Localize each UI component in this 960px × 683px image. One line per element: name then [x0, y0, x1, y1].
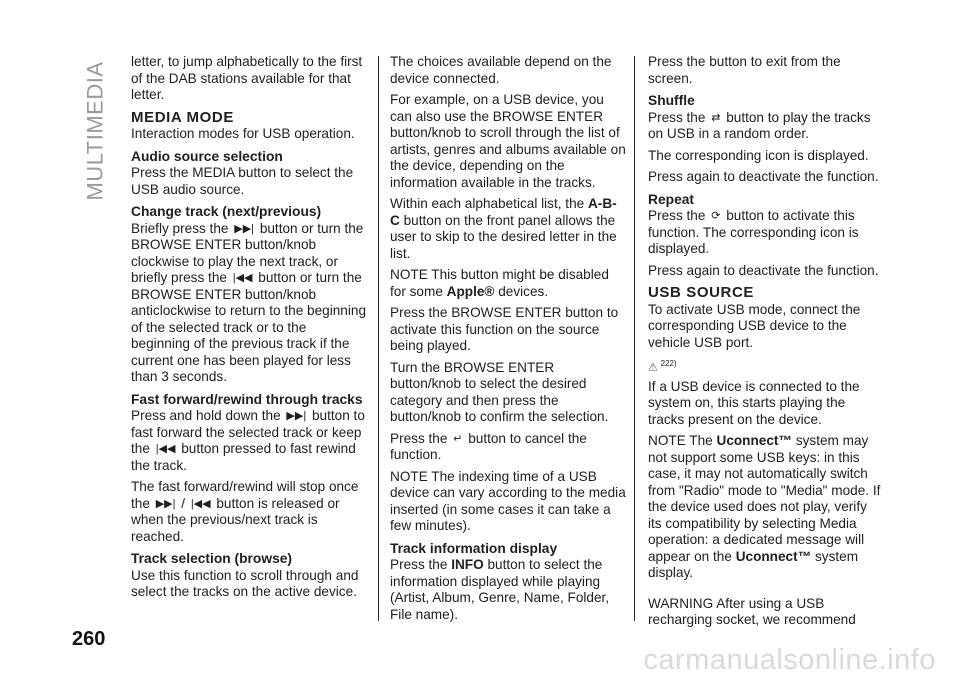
paragraph-change-track	[131, 221, 367, 386]
text-run: button to play the tracks on USB in a random order.	[648, 109, 871, 141]
text-column-2	[390, 54, 626, 628]
text-run: system display.	[648, 548, 859, 581]
uconnect-brand: Uconnect™	[735, 548, 812, 564]
paragraph: letter, to jump alphabetically to the first of the DAB stations available for that letter.	[131, 54, 363, 102]
text-run: button to activate this function. The corresponding icon is displayed.	[648, 208, 859, 256]
next-track-icon: ▶▶|	[155, 497, 176, 510]
text-run: button pressed to fast rewind the track.	[131, 441, 356, 473]
paragraph: Press the BROWSE ENTER button to activate this function on the source being played.	[390, 305, 619, 353]
text-run: Within each alphabetical list, the	[390, 196, 585, 211]
paragraph-warning: WARNING After using a USB recharging socket, we recommend	[648, 595, 856, 628]
text-column-1	[131, 54, 367, 606]
warning-reference	[648, 356, 884, 377]
heading-usb-source: USB SOURCE	[648, 284, 755, 301]
page-number: 260	[72, 628, 106, 650]
text-run: Press the	[648, 208, 706, 223]
section-side-title	[76, 61, 116, 201]
text-run: devices.	[498, 283, 549, 299]
paragraph: To activate USB mode, connect the corresponding USB device to the vehicle USB port.	[648, 301, 861, 350]
paragraph-info	[390, 557, 626, 623]
paragraph: Press the button to exit from the screen.	[648, 54, 841, 86]
watermark-text: carmanualsonline.info	[643, 643, 936, 676]
column-divider	[634, 56, 635, 621]
text-run: Press and hold down the	[131, 408, 281, 423]
text-run: Press the	[390, 557, 448, 572]
paragraph: Interaction modes for USB operation.	[131, 126, 355, 141]
text-run: NOTE The	[648, 433, 713, 449]
info-button-label: INFO	[451, 557, 484, 572]
text-run: button on the front panel allows the user to skip to the desired letter in the list.	[390, 212, 617, 261]
heading-change-track: Change track (next/previous)	[131, 204, 322, 219]
heading-track-info: Track information display	[390, 540, 558, 556]
paragraph: The choices available depend on the device connected.	[390, 54, 612, 86]
paragraph: Press again to deactivate the function.	[648, 262, 879, 278]
heading-shuffle: Shuffle	[648, 93, 695, 108]
apple-brand: Apple®	[446, 283, 495, 299]
previous-track-icon: |◀◀	[232, 272, 253, 284]
text-run: button to fast forward the selected track or keep the	[131, 408, 365, 456]
warning-triangle-icon: ⚠	[648, 361, 658, 374]
paragraph: Turn the BROWSE ENTER button/knob to select the desired category and then press the button/knob to confirm the selection.	[390, 359, 609, 424]
text-run: NOTE This button might be disabled for some	[390, 267, 609, 299]
heading-fast-forward: Fast forward/rewind through tracks	[131, 391, 363, 407]
paragraph: Use this function to scroll through and select the tracks on the active device.	[131, 567, 359, 599]
text-run: Press the	[648, 109, 706, 125]
heading-track-browse: Track selection (browse)	[131, 551, 293, 566]
paragraph-note-uconnect	[648, 433, 884, 582]
next-track-icon: ▶▶|	[286, 410, 307, 422]
paragraph: Press again to deactivate the function.	[648, 169, 879, 184]
previous-track-icon: |◀◀	[155, 443, 176, 455]
text-run: Briefly press the	[131, 220, 229, 236]
text-run: system may not support some USB keys: in this case, it may not automatically switch from "Radio" mode to "Media" mode. If the device used does not play, verify its compatibility by selecting Media operation: a dedicated message will appear on the	[648, 433, 881, 564]
text-run: /	[181, 495, 186, 511]
paragraph-repeat	[648, 208, 884, 258]
text-column-3	[648, 54, 884, 634]
paragraph: NOTE The indexing time of a USB device can vary according to the media inserted (in some cases it can take a few minutes).	[390, 468, 626, 533]
next-track-icon: ▶▶|	[234, 222, 255, 235]
paragraph-fast-stop	[131, 479, 367, 545]
text-run: button is released or when the previous/next track is reached.	[131, 495, 340, 544]
side-title-text: MULTIMEDIA	[83, 61, 109, 201]
heading-repeat: Repeat	[648, 191, 695, 207]
paragraph: If a USB device is connected to the system on, this starts playing the tracks present on the device.	[648, 378, 860, 427]
abc-button-label: A-B-C	[390, 196, 617, 228]
back-arrow-icon: ↵	[453, 432, 463, 445]
text-run: Press the	[390, 430, 448, 446]
paragraph: Press the MEDIA button to select the USB audio source.	[131, 165, 354, 197]
paragraph-cancel	[390, 431, 626, 464]
paragraph-abc	[390, 196, 626, 262]
paragraph-shuffle	[648, 110, 884, 143]
paragraph: For example, on a USB device, you can also use the BROWSE ENTER button/knob to scroll through the list of artists, genres and albums available on the device, depending on the information available in the tracks.	[390, 92, 626, 190]
shuffle-icon: ⇄	[711, 111, 721, 124]
text-run: button to select the information displayed while playing (Artist, Album, Genre, Name, Folder, File name).	[390, 557, 610, 622]
column-divider	[378, 56, 379, 621]
uconnect-brand: Uconnect™	[716, 433, 793, 449]
paragraph: The corresponding icon is displayed.	[648, 147, 869, 163]
text-run: button or turn the BROWSE ENTER button/knob clockwise to play the next track, or briefly press the	[131, 220, 364, 285]
watermark	[0, 640, 960, 680]
heading-media-mode: MEDIA MODE	[131, 108, 234, 126]
text-run: The fast forward/rewind will stop once the	[131, 479, 359, 511]
heading-audio-source: Audio source selection	[131, 148, 283, 164]
paragraph-fast-forward	[131, 408, 367, 474]
text-run: button to cancel the function.	[390, 430, 587, 462]
repeat-icon: ⟳	[711, 210, 721, 222]
previous-track-icon: |◀◀	[190, 497, 211, 510]
text-run: button or turn the BROWSE ENTER button/knob anticlockwise to return to the beginning of the selected track or to the beginning of the previous track if the current one has been played for less than 3 seconds.	[131, 270, 367, 384]
paragraph-note-apple	[390, 267, 626, 300]
warning-ref-number: 222)	[660, 359, 677, 368]
